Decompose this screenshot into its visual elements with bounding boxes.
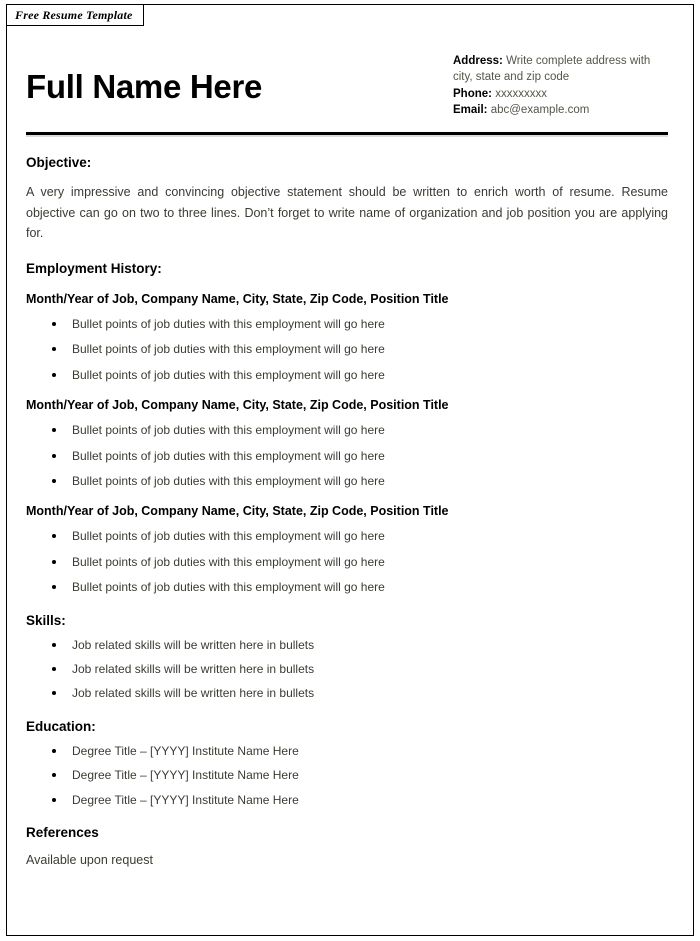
- list-item: Bullet points of job duties with this employment will go here: [26, 474, 668, 488]
- resume-content: [6, 27, 694, 867]
- list-item: Bullet points of job duties with this employment will go here: [26, 449, 668, 463]
- contact-address: [453, 53, 668, 86]
- page-title: Full Name Here: [26, 68, 263, 105]
- contact-block: [453, 53, 668, 118]
- list-item: Degree Title – [YYYY] Institute Name Here: [26, 768, 668, 782]
- job-bullets: [26, 529, 668, 594]
- resume-header: [26, 49, 668, 118]
- list-item: Job related skills will be written here in bullets: [26, 662, 668, 676]
- objective-heading: Objective:: [26, 155, 92, 171]
- contact-phone-value: xxxxxxxxx: [495, 87, 547, 100]
- education-heading: Education:: [26, 718, 96, 734]
- contact-address-label: Address:: [453, 55, 503, 67]
- list-item: Degree Title – [YYYY] Institute Name Here: [26, 793, 668, 807]
- list-item: Bullet points of job duties with this employment will go here: [26, 529, 668, 543]
- job-title-line: Month/Year of Job, Company Name, City, State, Zip Code, Position Title: [26, 292, 449, 307]
- template-title-tab: [6, 4, 144, 26]
- list-item: Bullet points of job duties with this employment will go here: [26, 342, 668, 356]
- list-item: Job related skills will be written here in bullets: [26, 638, 668, 652]
- header-divider: [26, 132, 668, 137]
- objective-text: A very impressive and convincing objective statement should be written to enrich worth of resume. Resume objective can go on two to three lines. Don’t forget to write name of organization and job position you are applying for.: [26, 185, 668, 240]
- job-bullets: [26, 317, 668, 382]
- contact-email: [453, 102, 668, 118]
- employment-heading: Employment History:: [26, 261, 162, 277]
- list-item: Job related skills will be written here in bullets: [26, 686, 668, 700]
- list-item: Bullet points of job duties with this employment will go here: [26, 555, 668, 569]
- references-text: Available upon request: [26, 852, 153, 867]
- references-heading: References: [26, 824, 99, 840]
- contact-phone-label: Phone:: [453, 87, 492, 100]
- list-item: Bullet points of job duties with this employment will go here: [26, 580, 668, 594]
- skills-heading: Skills:: [26, 612, 66, 628]
- contact-address-value: Write complete address with city, state and zip code: [453, 55, 651, 84]
- list-item: Degree Title – [YYYY] Institute Name Here: [26, 744, 668, 758]
- job-title-line: Month/Year of Job, Company Name, City, State, Zip Code, Position Title: [26, 504, 449, 519]
- skills-bullets: [26, 638, 668, 701]
- education-bullets: [26, 744, 668, 807]
- contact-email-label: Email:: [453, 103, 488, 116]
- list-item: Bullet points of job duties with this employment will go here: [26, 368, 668, 382]
- contact-phone: [453, 86, 668, 102]
- list-item: Bullet points of job duties with this employment will go here: [26, 423, 668, 437]
- contact-email-value: abc@example.com: [490, 103, 590, 116]
- job-bullets: [26, 423, 668, 488]
- job-title-line: Month/Year of Job, Company Name, City, State, Zip Code, Position Title: [26, 398, 449, 413]
- template-title-text: Free Resume Template: [15, 7, 133, 22]
- list-item: Bullet points of job duties with this employment will go here: [26, 317, 668, 331]
